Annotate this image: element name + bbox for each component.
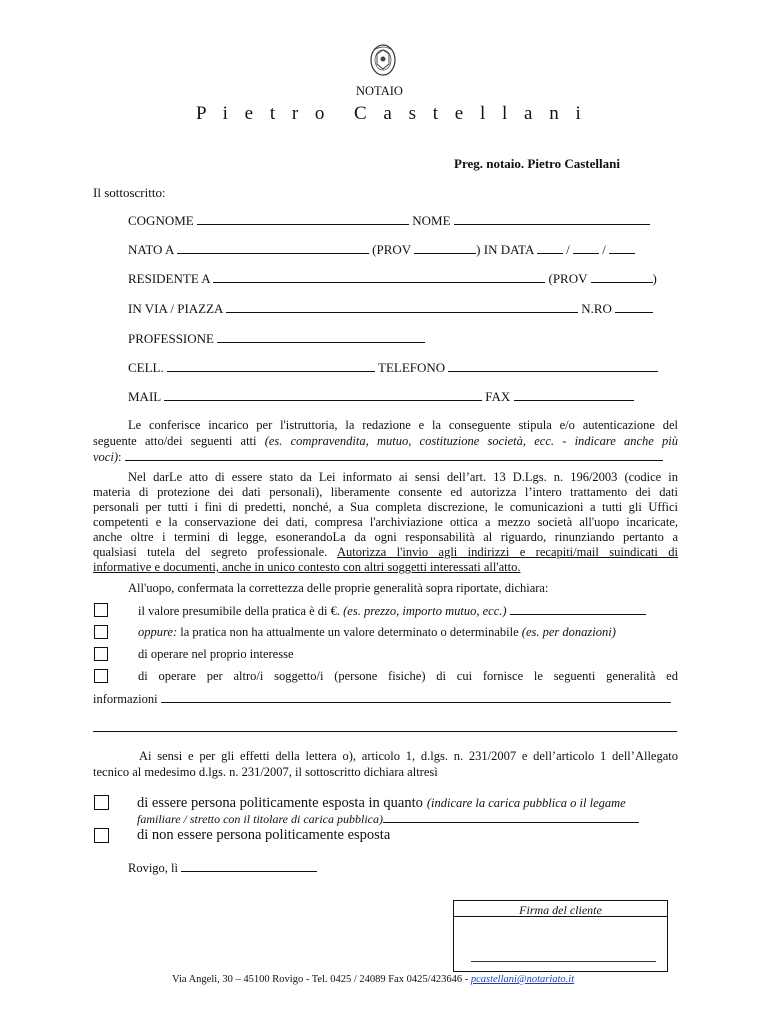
professione-row	[128, 331, 425, 347]
date-sep-2: /	[602, 242, 606, 257]
nro-label: N.RO	[581, 301, 612, 316]
pep-yes-checkbox[interactable]	[94, 795, 109, 810]
footer	[172, 974, 574, 985]
option-no-value-text: la pratica non ha attualmente un valore determinato o determinabile	[180, 625, 519, 639]
residente-row	[128, 271, 657, 287]
pep-yes-line2	[137, 811, 639, 827]
signature-line	[471, 961, 656, 962]
option-value	[138, 603, 646, 619]
informazioni-label: informazioni	[93, 692, 158, 706]
para2-line6-text: qualsiasi tutela del segreto professionale.	[93, 545, 328, 559]
para1-line3-colon: :	[117, 450, 122, 464]
informazioni-row	[93, 691, 671, 707]
notary-name-last: C a s t e l l a n i	[354, 103, 587, 124]
para2-line4: competenti e la conservazione dei dati, compresa l'archiviazione ottica a mezzo società all'uopo incaricate,	[93, 515, 678, 529]
cell-row	[128, 360, 658, 376]
informazioni-field-line2[interactable]	[93, 731, 677, 732]
intro-text: Il sottoscritto:	[93, 185, 166, 200]
nato-a-label: NATO A	[128, 242, 174, 257]
declaration-intro: All'uopo, confermata la correttezza delle proprie generalità sopra riportate, dichiara:	[128, 581, 549, 595]
footer-email-link[interactable]: pcastellani@notariato.it	[470, 974, 575, 985]
prov2-close: )	[652, 271, 657, 286]
notaio-label: NOTAIO	[356, 84, 403, 98]
para3-line2: tecnico al medesimo d.lgs. n. 231/2007, il sottoscritto dichiara altresì	[93, 765, 438, 779]
other-subjects-checkbox[interactable]	[94, 669, 108, 683]
place-date-field[interactable]	[181, 860, 317, 872]
value-checkbox[interactable]	[94, 603, 108, 617]
nro-field[interactable]	[615, 301, 653, 313]
addressee: Preg. notaio. Pietro Castellani	[454, 156, 620, 171]
informazioni-field[interactable]	[161, 691, 671, 703]
para1-line2-text: seguente atto/dei seguenti atti	[93, 434, 257, 448]
cognome-label: COGNOME	[128, 213, 194, 228]
place-label: Rovigo, lì	[128, 861, 179, 875]
nato-a-field[interactable]	[177, 242, 369, 254]
para2-line5: anche oltre i termini di legge, esonerandoLa da ogni responsabilità al riguardo, rinunziando pertanto a	[93, 530, 678, 544]
via-field[interactable]	[226, 301, 578, 313]
para2-line2: materia di protezione dei dati personali), liberamente consente ed autorizza l’intero trattamento dei dati	[93, 485, 678, 499]
prov-label: (PROV	[372, 242, 411, 257]
telefono-label: TELEFONO	[378, 360, 446, 375]
mail-row	[128, 389, 634, 405]
option-no-value-italic: oppure:	[138, 625, 178, 639]
pep-no-checkbox[interactable]	[94, 828, 109, 843]
prov-field[interactable]	[414, 242, 476, 254]
in-data-label: ) IN DATA	[476, 242, 534, 257]
date-year-field[interactable]	[609, 242, 635, 254]
prov2-label: (PROV	[548, 271, 588, 286]
mail-label: MAIL	[128, 389, 161, 404]
via-label: IN VIA / PIAZZA	[128, 301, 223, 316]
para2-line6	[93, 545, 678, 560]
para3-line1: Ai sensi e per gli effetti della lettera o), articolo 1, d.lgs. n. 231/2007 e dell’articolo 1 dell’Allegato	[139, 749, 678, 763]
para2-line3: personali per tutti i fini di predetti, nonché, a Sua completa discrezione, le comunicazioni a tutti gli Uffici	[93, 500, 678, 514]
fax-field[interactable]	[514, 389, 634, 401]
option-other-subjects: di operare per altro/i soggetto/i (persone fisiche) di cui fornisce le seguenti generalità ed	[138, 669, 678, 683]
prov2-field[interactable]	[591, 271, 653, 283]
para1-line3	[93, 449, 663, 465]
notary-name-first: P i e t r o	[196, 103, 331, 124]
para2-line6-underlined: Autorizza l'invio agli indirizzi e recapiti/mail suindicati di	[337, 545, 678, 559]
para1-line2-italic: (es. compravendita, mutuo, costituzione società, ecc. - indicare anche più	[264, 434, 679, 448]
professione-label: PROFESSIONE	[128, 331, 214, 346]
residente-label: RESIDENTE A	[128, 271, 210, 286]
para1-line1: Le conferisce incarico per l'istruttoria, la redazione e la conseguente stipula e/o autenticazione del	[128, 418, 678, 432]
option-value-text: il valore presumibile della pratica è di €.	[138, 604, 341, 618]
pep-no: di non essere persona politicamente esposta	[137, 827, 391, 843]
para1-line3-italic: voci)	[93, 450, 118, 464]
value-field[interactable]	[510, 603, 646, 615]
own-interest-checkbox[interactable]	[94, 647, 108, 661]
place-row	[128, 860, 317, 876]
professione-field[interactable]	[217, 331, 425, 343]
via-row	[128, 301, 653, 317]
pep-yes	[137, 794, 626, 812]
para2-line7: informative e documenti, anche in unico contesto con altri soggetti interessati all'atto.	[93, 560, 521, 574]
cognome-field[interactable]	[197, 213, 409, 225]
pep-yes-italic: (indicare la carica pubblica o il legame	[426, 796, 626, 810]
notary-emblem-icon	[368, 42, 398, 78]
nome-field[interactable]	[454, 213, 650, 225]
date-sep-1: /	[566, 242, 570, 257]
para2-line1: Nel darLe atto di essere stato da Lei informato ai sensi dell’art. 13 D.Lgs. n. 196/2003 (codice in	[128, 470, 678, 484]
mail-field[interactable]	[164, 389, 482, 401]
nome-label: NOME	[412, 213, 451, 228]
atti-field[interactable]	[125, 449, 663, 461]
footer-address: Via Angeli, 30 – 45100 Rovigo - Tel. 0425 / 24089 Fax 0425/423646 -	[172, 974, 469, 985]
no-value-checkbox[interactable]	[94, 625, 108, 639]
date-month-field[interactable]	[573, 242, 599, 254]
signature-label: Firma del cliente	[519, 903, 602, 917]
cognome-row	[128, 213, 650, 229]
option-no-value-tail: (es. per donazioni)	[521, 625, 616, 639]
residente-field[interactable]	[213, 271, 545, 283]
fax-label: FAX	[485, 389, 511, 404]
option-no-value	[138, 625, 616, 640]
cell-field[interactable]	[167, 360, 375, 372]
pep-yes-text: di essere persona politicamente esposta in quanto	[137, 795, 423, 811]
nato-row	[128, 242, 635, 258]
signature-box[interactable]	[453, 900, 668, 972]
date-day-field[interactable]	[537, 242, 563, 254]
pep-carica-field[interactable]	[383, 811, 639, 823]
option-value-italic: (es. prezzo, importo mutuo, ecc.)	[343, 604, 507, 618]
telefono-field[interactable]	[448, 360, 658, 372]
cell-label: CELL.	[128, 360, 164, 375]
option-own-interest: di operare nel proprio interesse	[138, 647, 294, 661]
pep-yes-line2-italic: familiare / stretto con il titolare di carica pubblica)	[137, 812, 383, 826]
para1-line2	[93, 434, 678, 449]
